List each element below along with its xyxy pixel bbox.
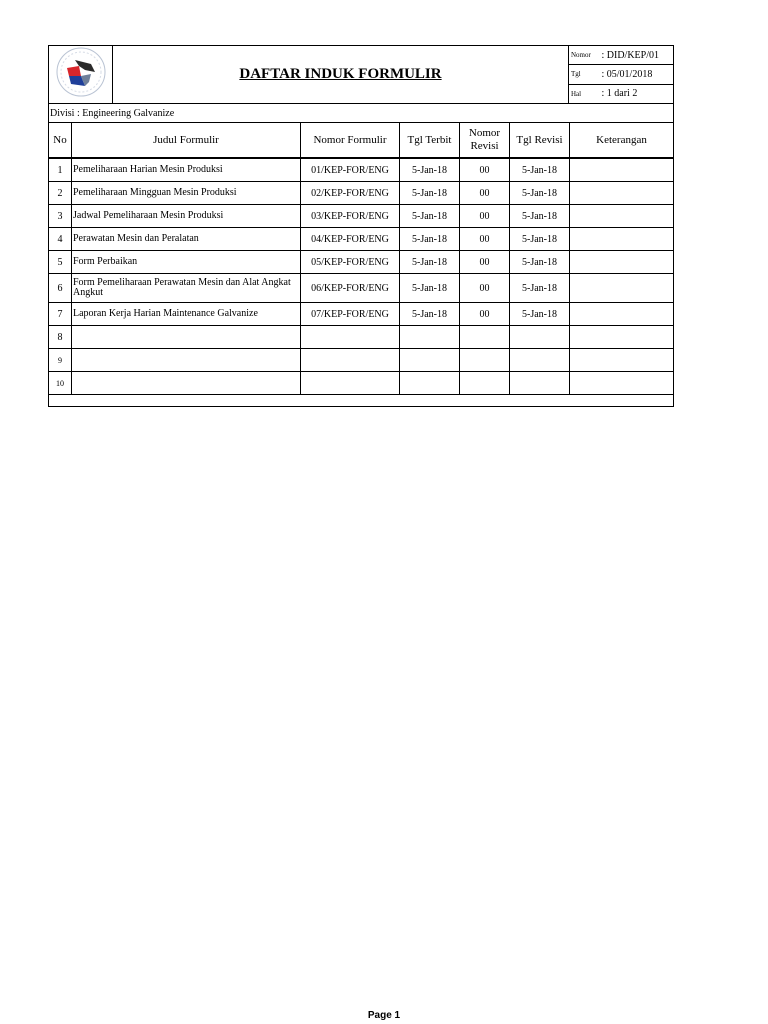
cell-keterangan: [570, 228, 674, 251]
cell-no: 6: [49, 274, 72, 303]
col-header-no: No: [49, 123, 72, 159]
cell-tgl-revisi: 5-Jan-18: [510, 205, 570, 228]
document-title: DAFTAR INDUK FORMULIR: [113, 46, 569, 104]
cell-keterangan: [570, 251, 674, 274]
footer-cell: [49, 395, 674, 407]
cell-tgl-revisi: 5-Jan-18: [510, 158, 570, 182]
meta-label-nomor: Nomor: [569, 46, 602, 65]
cell-nomor: 04/KEP-FOR/ENG: [301, 228, 400, 251]
divisi-table: [48, 103, 674, 123]
cell-judul: Form Pemeliharaan Perawatan Mesin dan Alat Angkat Angkut: [72, 274, 301, 303]
cell-tgl-terbit: 5-Jan-18: [400, 274, 460, 303]
header-table: [48, 45, 674, 104]
cell-tgl-terbit: [400, 349, 460, 372]
cell-tgl-revisi: 5-Jan-18: [510, 274, 570, 303]
meta-value-tgl: : 05/01/2018: [602, 65, 674, 84]
col-header-tgl-revisi: Tgl Revisi: [510, 123, 570, 159]
cell-nomor-revisi: [460, 372, 510, 395]
cell-nomor: 06/KEP-FOR/ENG: [301, 274, 400, 303]
cell-nomor-revisi: 00: [460, 303, 510, 326]
cell-tgl-terbit: 5-Jan-18: [400, 251, 460, 274]
cell-keterangan: [570, 326, 674, 349]
cell-nomor: 02/KEP-FOR/ENG: [301, 182, 400, 205]
cell-tgl-terbit: 5-Jan-18: [400, 205, 460, 228]
table-row: [49, 372, 674, 395]
table-row: [49, 303, 674, 326]
cell-nomor-revisi: 00: [460, 274, 510, 303]
cell-judul: Form Perbaikan: [72, 251, 301, 274]
cell-nomor-revisi: 00: [460, 205, 510, 228]
cell-tgl-terbit: [400, 372, 460, 395]
cell-nomor: [301, 326, 400, 349]
table-footer-row: [49, 395, 674, 407]
cell-no: 1: [49, 158, 72, 182]
col-header-terbit: Tgl Terbit: [400, 123, 460, 159]
table-row: [49, 158, 674, 182]
cell-keterangan: [570, 158, 674, 182]
cell-keterangan: [570, 205, 674, 228]
cell-no: 3: [49, 205, 72, 228]
cell-no: 2: [49, 182, 72, 205]
cell-keterangan: [570, 372, 674, 395]
cell-judul: [72, 326, 301, 349]
formulir-table: [48, 122, 674, 407]
cell-tgl-revisi: 5-Jan-18: [510, 303, 570, 326]
cell-nomor: 05/KEP-FOR/ENG: [301, 251, 400, 274]
cell-nomor: 07/KEP-FOR/ENG: [301, 303, 400, 326]
cell-tgl-terbit: 5-Jan-18: [400, 158, 460, 182]
cell-tgl-revisi: [510, 349, 570, 372]
cell-nomor-revisi: 00: [460, 251, 510, 274]
cell-no: 10: [49, 372, 72, 395]
cell-no: 9: [49, 349, 72, 372]
cell-no: 5: [49, 251, 72, 274]
form-sheet: [48, 45, 674, 407]
cell-nomor-revisi: [460, 349, 510, 372]
meta-value-nomor: : DID/KEP/01: [602, 46, 674, 65]
cell-no: 8: [49, 326, 72, 349]
cell-nomor-revisi: 00: [460, 228, 510, 251]
divisi-label: Divisi : Engineering Galvanize: [49, 104, 674, 123]
cell-keterangan: [570, 303, 674, 326]
cell-nomor: 03/KEP-FOR/ENG: [301, 205, 400, 228]
col-header-nomor-revisi: Nomor Revisi: [460, 123, 510, 159]
cell-tgl-revisi: 5-Jan-18: [510, 228, 570, 251]
col-header-judul: Judul Formulir: [72, 123, 301, 159]
cell-judul: [72, 372, 301, 395]
cell-judul: Pemeliharaan Mingguan Mesin Produksi: [72, 182, 301, 205]
table-row: [49, 205, 674, 228]
logo-emblem-icon: [55, 46, 107, 98]
cell-tgl-revisi: [510, 372, 570, 395]
cell-nomor: 01/KEP-FOR/ENG: [301, 158, 400, 182]
cell-keterangan: [570, 274, 674, 303]
cell-nomor: [301, 349, 400, 372]
table-header-row: [49, 123, 674, 159]
cell-nomor-revisi: [460, 326, 510, 349]
cell-judul: Jadwal Pemeliharaan Mesin Produksi: [72, 205, 301, 228]
cell-no: 4: [49, 228, 72, 251]
cell-tgl-terbit: 5-Jan-18: [400, 228, 460, 251]
cell-tgl-terbit: 5-Jan-18: [400, 303, 460, 326]
col-header-nomor: Nomor Formulir: [301, 123, 400, 159]
cell-tgl-revisi: 5-Jan-18: [510, 251, 570, 274]
table-row: [49, 182, 674, 205]
table-row: [49, 228, 674, 251]
table-row: [49, 274, 674, 303]
cell-tgl-revisi: [510, 326, 570, 349]
cell-keterangan: [570, 349, 674, 372]
meta-label-hal: Hal: [569, 84, 602, 103]
cell-keterangan: [570, 182, 674, 205]
company-logo: [49, 46, 113, 104]
table-row: [49, 251, 674, 274]
cell-tgl-revisi: 5-Jan-18: [510, 182, 570, 205]
cell-no: 7: [49, 303, 72, 326]
table-row: [49, 326, 674, 349]
cell-judul: [72, 349, 301, 372]
cell-tgl-terbit: [400, 326, 460, 349]
page-number: Page 1: [367, 1010, 401, 1021]
cell-judul: Perawatan Mesin dan Peralatan: [72, 228, 301, 251]
cell-judul: Pemeliharaan Harian Mesin Produksi: [72, 158, 301, 182]
col-header-keterangan: Keterangan: [570, 123, 674, 159]
cell-judul: Laporan Kerja Harian Maintenance Galvanize: [72, 303, 301, 326]
meta-label-tgl: Tgl: [569, 65, 602, 84]
cell-tgl-terbit: 5-Jan-18: [400, 182, 460, 205]
table-row: [49, 349, 674, 372]
cell-nomor-revisi: 00: [460, 182, 510, 205]
cell-nomor: [301, 372, 400, 395]
meta-value-hal: : 1 dari 2: [602, 84, 674, 103]
cell-nomor-revisi: 00: [460, 158, 510, 182]
